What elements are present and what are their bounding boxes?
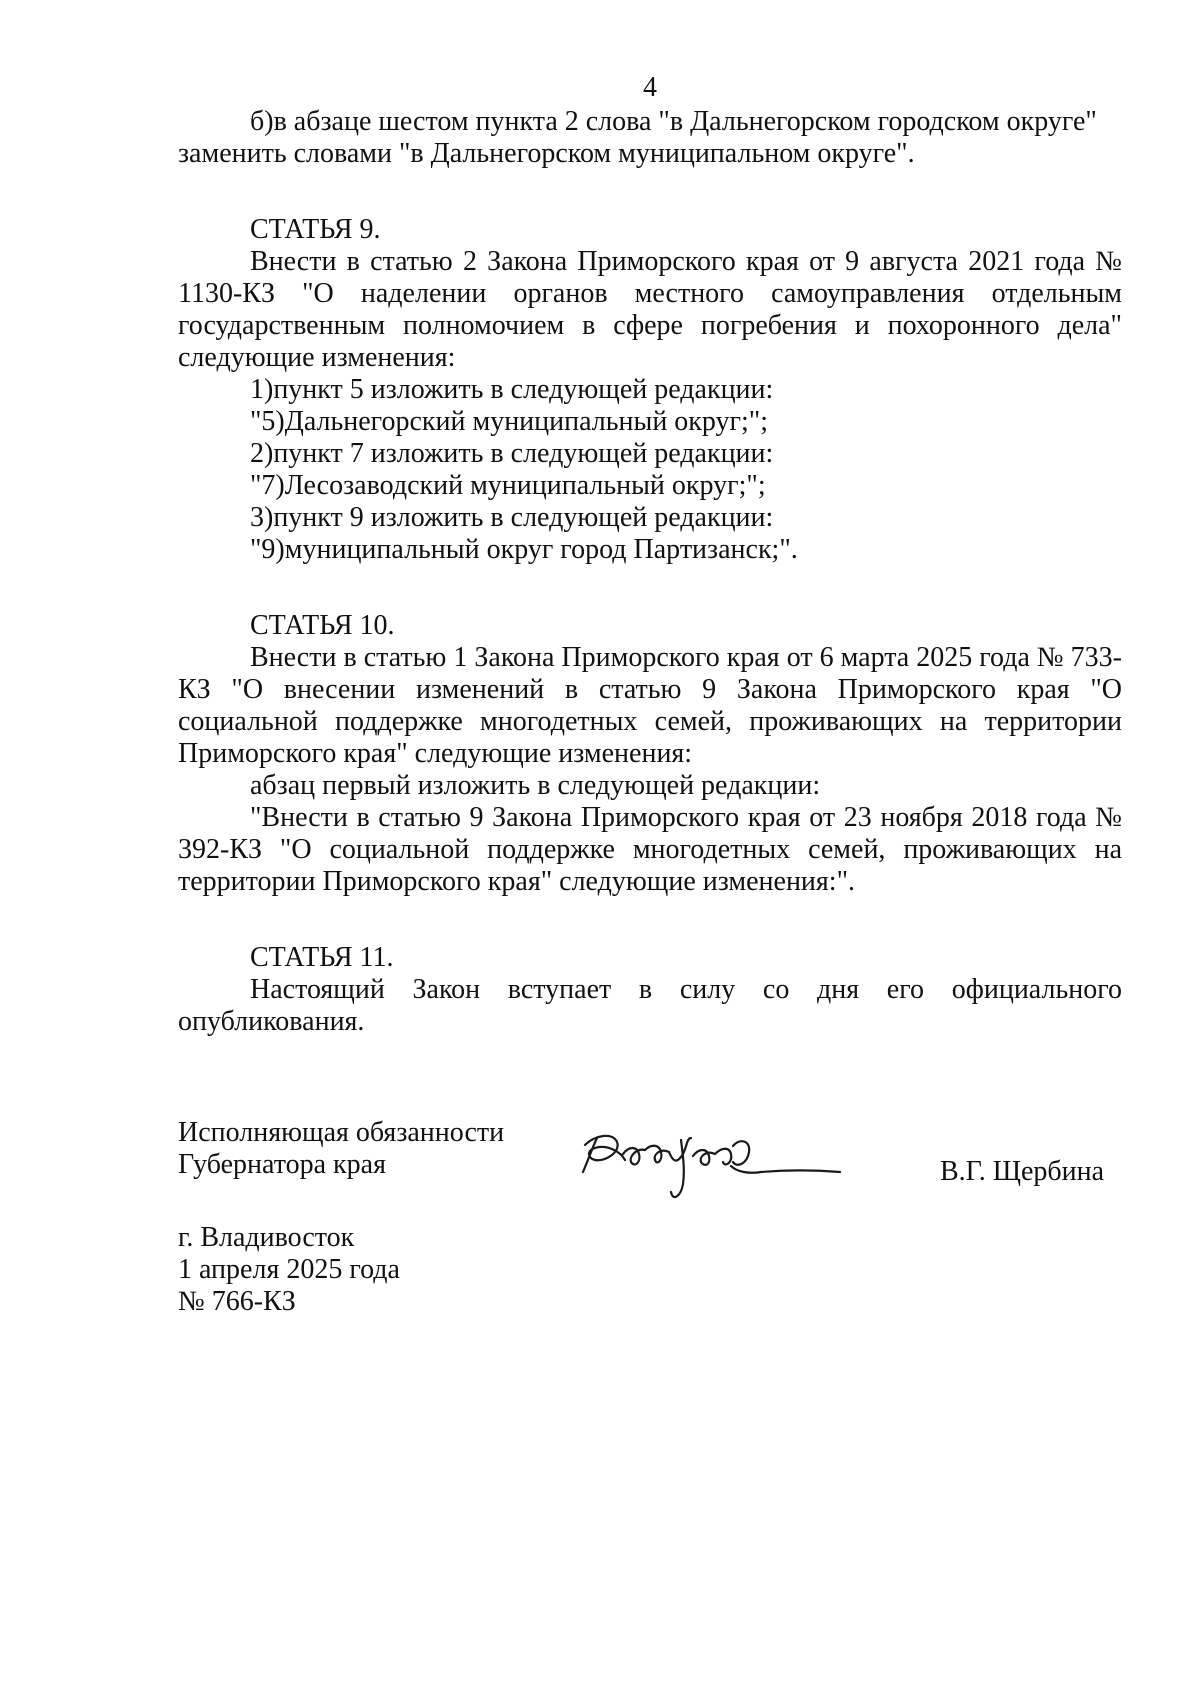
- article-10-quote: "Внести в статью 9 Закона Приморского края от 23 ноября 2018 года № 392-КЗ "О социальной поддержке многодетных семей, проживающих на территории Приморского края" следующие изменения:".: [178, 802, 1122, 897]
- intro-line-1: б)в абзаце шестом пункта 2 слова "в Дальнегорском городском округе": [250, 106, 1097, 137]
- article-9-heading: СТАТЬЯ 9.: [250, 214, 381, 245]
- article-9-item: 2)пункт 7 изложить в следующей редакции:: [250, 438, 774, 469]
- article-9-item: "9)муниципальный округ город Партизанск;".: [250, 534, 798, 565]
- footer-number: № 766-КЗ: [178, 1286, 296, 1317]
- signatory-name: В.Г. Щербина: [940, 1156, 1105, 1187]
- article-10-paragraph: Внести в статью 1 Закона Приморского края от 6 марта 2025 года № 733-КЗ "О внесении изменений в статью 9 Закона Приморского края "О социальной поддержке многодетных семей, проживающих на территории Приморского края" следующие изменения:: [178, 642, 1122, 769]
- article-9-item: "5)Дальнегорский муниципальный округ;";: [250, 406, 769, 437]
- signatory-title-line-1: Исполняющая обязанности: [178, 1117, 505, 1148]
- footer-city: г. Владивосток: [178, 1222, 355, 1253]
- document-footer: [178, 1222, 400, 1318]
- article-11-heading: СТАТЬЯ 11.: [250, 942, 394, 973]
- article-9-item: 1)пункт 5 изложить в следующей редакции:: [250, 374, 774, 405]
- intro-line-2: заменить словами "в Дальнегорском муниципальном округе".: [178, 138, 915, 169]
- article-9-paragraph: Внести в статью 2 Закона Приморского края от 9 августа 2021 года № 1130-КЗ "О наделении органов местного самоуправления отдельным государственным полномочием в сфере погребения и похоронного дела" следующие изменения:: [178, 246, 1122, 373]
- footer-date: 1 апреля 2025 года: [178, 1254, 400, 1285]
- page-number: 4: [643, 72, 657, 103]
- article-9-item: 3)пункт 9 изложить в следующей редакции:: [250, 502, 774, 533]
- handwritten-signature: [565, 1110, 865, 1230]
- article-11-paragraph: Настоящий Закон вступает в силу со дня его официального опубликования.: [178, 974, 1122, 1037]
- signatory-title-line-2: Губернатора края: [178, 1149, 386, 1180]
- article-9-item: "7)Лесозаводский муниципальный округ;";: [250, 470, 766, 501]
- article-10-line: абзац первый изложить в следующей редакции:: [250, 770, 821, 801]
- article-10-heading: СТАТЬЯ 10.: [250, 610, 395, 641]
- signatory-title: [178, 1117, 504, 1181]
- document-body: [178, 106, 1122, 1038]
